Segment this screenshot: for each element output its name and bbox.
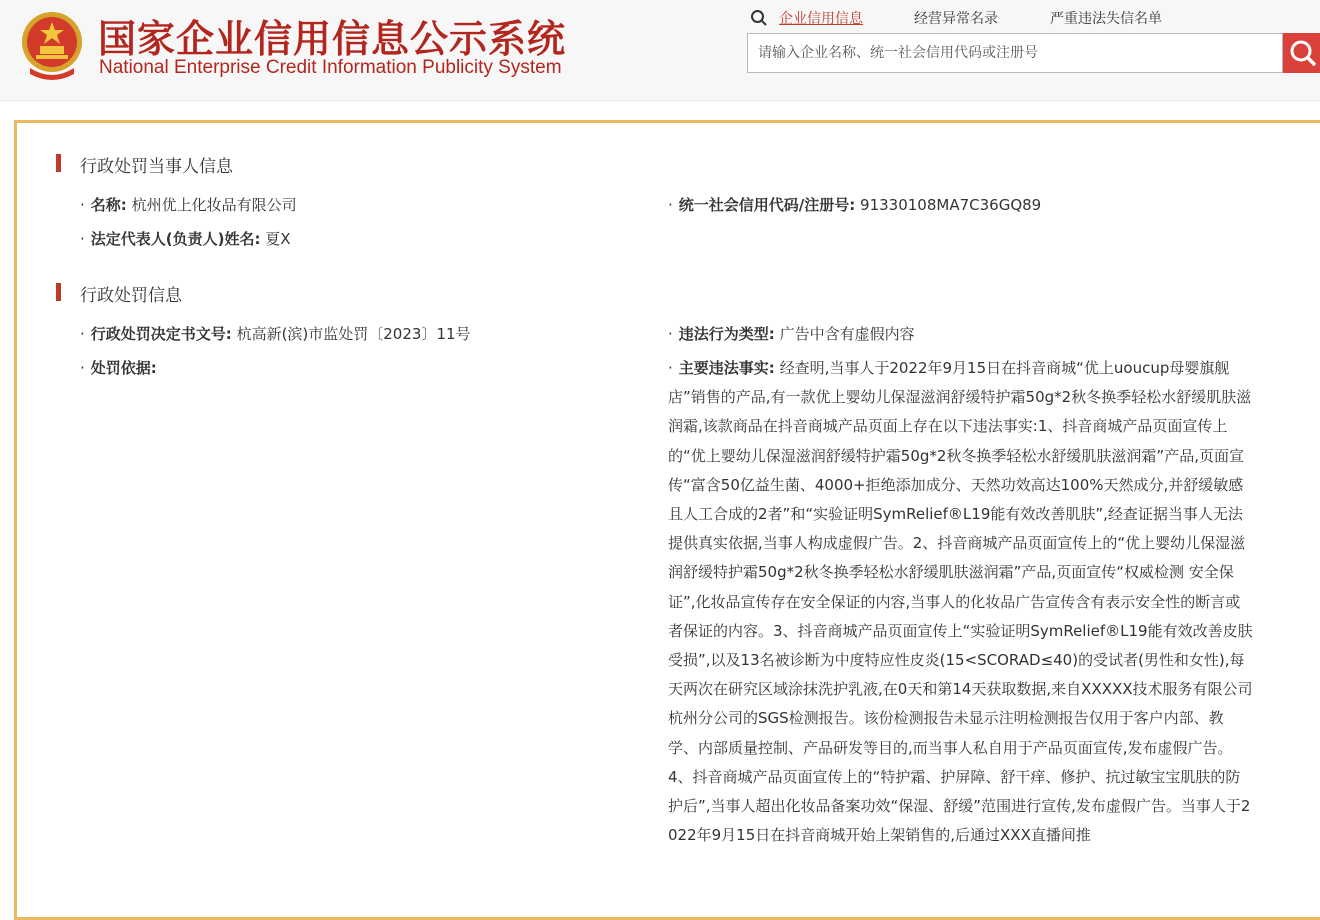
legal-rep-value: 夏X (265, 230, 291, 248)
decision-no-label: 行政处罚决定书文号: (90, 325, 232, 343)
credit-code-value: 91330108MA7C36GQ89 (860, 196, 1042, 214)
search-button[interactable] (1283, 33, 1320, 73)
legal-rep-field: · 法定代表人(负责人)姓名: 夏X (80, 230, 291, 248)
search-box (747, 33, 1283, 73)
penalty-basis-label: 处罚依据: (90, 359, 157, 377)
decision-no-value: 杭高新(滨)市监处罚〔2023〕11号 (236, 325, 471, 343)
search-icon (750, 9, 768, 27)
section-marker (56, 154, 61, 172)
nav-enterprise-credit-info[interactable]: 企业信用信息 (779, 11, 863, 27)
site-header (0, 0, 1320, 101)
credit-code-label: 统一社会信用代码/注册号: (678, 196, 856, 214)
party-name-label: 名称: (90, 196, 127, 214)
credit-code-field: · 统一社会信用代码/注册号: 91330108MA7C36GQ89 (668, 196, 1042, 214)
violation-facts-label: 主要违法事实: (678, 359, 775, 377)
party-name-value: 杭州优上化妆品有限公司 (131, 196, 297, 214)
search-input[interactable] (748, 34, 1282, 72)
legal-rep-label: 法定代表人(负责人)姓名: (90, 230, 261, 248)
penalty-section-title: 行政处罚信息 (80, 286, 182, 306)
violation-facts-field: · 主要违法事实: 经查明,当事人于2022年9月15日在抖音商城“优上uoucup母婴旗舰店”销售的产品,有一款优上婴幼儿保湿滋润舒缓特护霜50g*2秋冬换季轻松水舒缓肌肤滋润霜,该款商品在抖音商城产品页面上存在以下违法事实:1、抖音商城产品页面宣传上的“优上婴幼儿保湿滋润舒缓特护霜50g*2秋冬换季轻松水舒缓肌肤滋润霜”产品,页面宣传“富含50亿益生菌、4000+拒绝添加成分、天然功效高达100%天然成分,并舒缓敏感且人工合成的2者”和“实验证明SymRelief®L19能有效改善肌肤”,经查证据当事人无法提供真实依据,当事人构成虚假广告。2、抖音商城产品页面宣传上的“优上婴幼儿保湿滋润舒缓特护霜50g*2秋冬换季轻松水舒缓肌肤滋润霜”产品,页面宣传“权威检测 安全保证”,化妆品宣传存在安全保证的内容,当事人的化妆品广告宣传含有表示安全性的断言或者保证的内容。3、抖音商城产品页面宣传上“实验证明SymRelief®L19能有效改善皮肤受损”,以及13名被诊断为中度特应性皮炎(15<SCORAD≤40)的受试者(男性和女性),每天两次在研究区域涂抹洗护乳液,在0天和第14天获取数据,来自XXXXX技术服务有限公司杭州分公司的SGS检测报告。该份检测报告未显示注明检测报告仅用于客户内部、教学、内部质量控制、产品研发等目的,而当事人私自用于产品页面宣传,发布虚假广告。4、抖音商城产品页面宣传上的“特护霜、护屏障、舒干痒、修护、抗过敏宝宝肌肤的防护后”,当事人超出化妆品备案功效“保湿、舒缓”范围进行宣传,发布虚假广告。当事人于2022年9月15日在抖音商城开始上架销售的,后通过XXX直播间推 (668, 359, 1253, 845)
violation-type-label: 违法行为类型: (678, 325, 775, 343)
violation-type-value: 广告中含有虚假内容 (779, 325, 915, 343)
party-section-title: 行政处罚当事人信息 (80, 157, 233, 177)
party-name-field: · 名称: 杭州优上化妆品有限公司 (80, 196, 297, 214)
decision-no-field: · 行政处罚决定书文号: 杭高新(滨)市监处罚〔2023〕11号 (80, 325, 471, 343)
magnifier-icon (1283, 33, 1320, 73)
section-marker (56, 283, 61, 301)
violation-type-field: · 违法行为类型: 广告中含有虚假内容 (668, 325, 915, 343)
violation-facts-value: 经查明,当事人于2022年9月15日在抖音商城“优上uoucup母婴旗舰店”销售的产品,有一款优上婴幼儿保湿滋润舒缓特护霜50g*2秋冬换季轻松水舒缓肌肤滋润霜,该款商品在抖音商城产品页面上存在以下违法事实:1、抖音商城产品页面宣传上的“优上婴幼儿保湿滋润舒缓特护霜50g*2秋冬换季轻松水舒缓肌肤滋润霜”产品,页面宣传“富含50亿益生菌、4000+拒绝添加成分、天然功效高达100%天然成分,并舒缓敏感且人工合成的2者”和“实验证明SymRelief®L19能有效改善肌肤”,经查证据当事人无法提供真实依据,当事人构成虚假广告。2、抖音商城产品页面宣传上的“优上婴幼儿保湿滋润舒缓特护霜50g*2秋冬换季轻松水舒缓肌肤滋润霜”产品,页面宣传“权威检测 安全保证”,化妆品宣传存在安全保证的内容,当事人的化妆品广告宣传含有表示安全性的断言或者保证的内容。3、抖音商城产品页面宣传上“实验证明SymRelief®L19能有效改善皮肤受损”,以及13名被诊断为中度特应性皮炎(15<SCORAD≤40)的受试者(男性和女性),每天两次在研究区域涂抹洗护乳液,在0天和第14天获取数据,来自XXXXX技术服务有限公司杭州分公司的SGS检测报告。该份检测报告未显示注明检测报告仅用于客户内部、教学、内部质量控制、产品研发等目的,而当事人私自用于产品页面宣传,发布虚假广告。4、抖音商城产品页面宣传上的“特护霜、护屏障、舒干痒、修护、抗过敏宝宝肌肤的防护后”,当事人超出化妆品备案功效“保湿、舒缓”范围进行宣传,发布虚假广告。当事人于2022年9月15日在抖音商城开始上架销售的,后通过XXX直播间推 (668, 359, 1253, 845)
penalty-basis-field: · 处罚依据: (80, 359, 157, 377)
national-emblem-icon (20, 8, 84, 80)
nav-abnormal-operation-list[interactable]: 经营异常名录 (914, 11, 998, 27)
site-title-cn: 国家企业信用信息公示系统 (98, 17, 567, 61)
nav-serious-violation-list[interactable]: 严重违法失信名单 (1050, 11, 1162, 27)
site-title-en: National Enterprise Credit Information Publicity System (99, 57, 562, 78)
